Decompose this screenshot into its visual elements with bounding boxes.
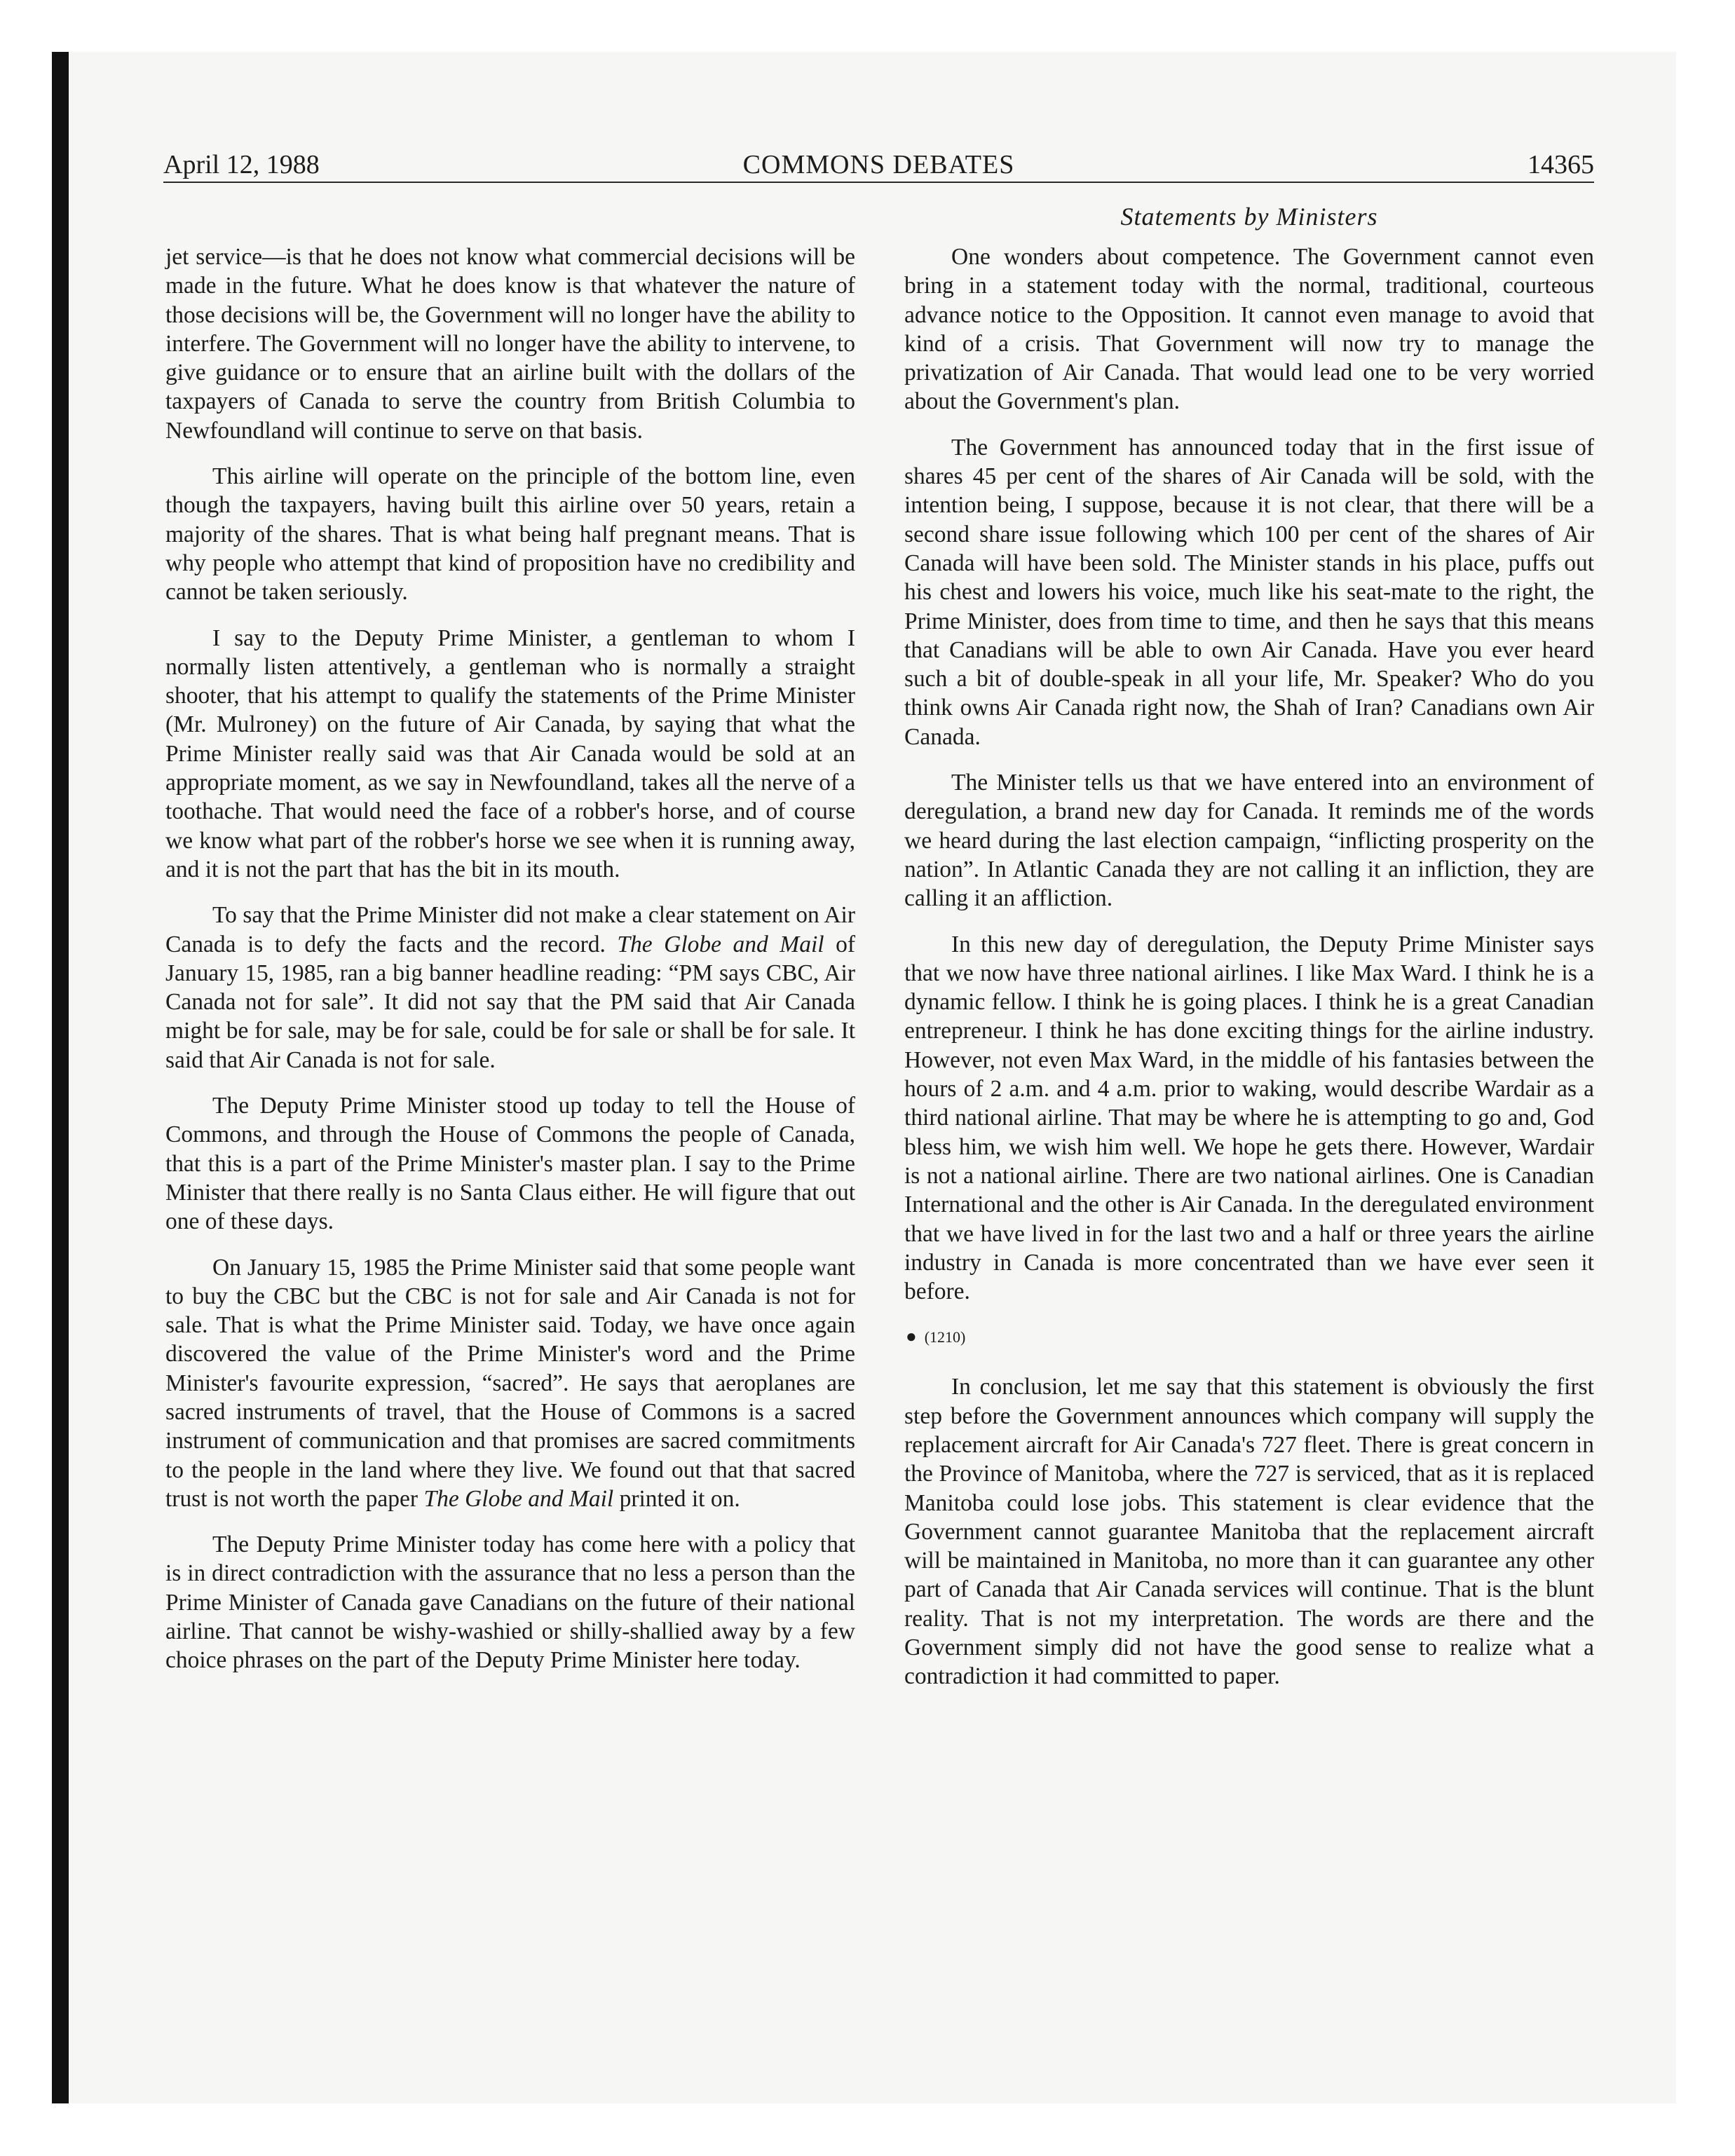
bullet-icon: ● [906,1326,917,1347]
text-run: printed it on. [613,1485,740,1512]
page-header [163,148,1594,183]
paragraph: jet service—is that he does not know what commercial decisions will be made in the future. What he does know is that whatever the nature of those decisions will be, the Government will no longer have the ability to interfere. The Government will no longer have the ability to intervene, to give guidance or to ensure that an airline built with the dollars of the taxpayers of Canada to serve the country from British Columbia to Newfoundland will continue to serve on that basis. [165,244,855,444]
header-date: April 12, 1988 [163,150,320,179]
paragraph: I say to the Deputy Prime Minister, a gentleman to whom I normally listen attentively, a gentleman who is normally a straight shooter, that his attempt to qualify the statements of the Prime Minister (Mr. Mulroney) on the future of Air Canada, by saying that what the Prime Minister really said was that Air Canada would be sold at an appropriate moment, as we say in Newfoundland, takes all the nerve of a toothache. That would need the face of a robber's horse, and of course we know what part of the robber's horse we see when it is running away, and it is not the part that has the bit in its mouth. [165,625,855,882]
header-journal-title: COMMONS DEBATES [742,150,1015,179]
header-page-number: 14365 [1528,150,1594,179]
paragraph: In this new day of deregulation, the Deputy Prime Minister says that we now have three national airlines. I like Max Ward. I think he is a dynamic fellow. I think he is going places. I think he is a great Canadian entrepreneur. I think he has done exciting things for the airline industry. However, not even Max Ward, in the middle of his fantasies between the hours of 2 a.m. and 4 a.m. prior to waking, would describe Wardair as a third national airline. That may be where he is attempting to go and, God bless him, we wish him well. We hope he gets there. However, Wardair is not a national airline. There are two national airlines. One is Canadian International and the other is Air Canada. In the deregulated environment that we have lived in for the last two and a half or three years the airline industry in Canada is more concentrated than we have ever seen it before. [904,931,1594,1305]
newspaper-title: The Globe and Mail [423,1485,614,1512]
newspaper-title: The Globe and Mail [617,931,824,957]
paragraph: One wonders about competence. The Government cannot even bring in a statement today with the normal, traditional, courteous advance notice to the Opposition. It cannot even manage to avoid that kind of a crisis. That Government will now try to manage the privatization of Air Canada. That would lead one to be very worried about the Government's plan. [904,244,1594,415]
paragraph-globe-and-mail [165,901,855,1074]
text-run: To say that the Prime Minister did not make a clear statement on Air Canada is to defy the facts and the record. [165,902,855,957]
paragraph: This airline will operate on the principle of the bottom line, even though the taxpayers, having built this airline over 50 years, retain a majority of the shares. That is what being half pregnant means. That is why people who attempt that kind of proposition have no credibility and cannot be taken seriously. [165,463,855,606]
right-column [904,243,1594,1708]
time-label: (1210) [924,1328,966,1346]
section-title: Statements by Ministers [1120,203,1378,231]
left-column [165,243,855,1692]
text-run: of January 15, 1985, ran a big banner headline reading: “PM says CBC, Air Canada not for sale”. It did not say that the PM said that Air Canada might be for sale, may be for sale, could be for sale or shall be for sale. It said that Air Canada is not for sale. [165,931,855,1073]
text-run: On January 15, 1985 the Prime Minister said that some people want to buy the CBC but the CBC is not for sale and Air Canada is not for sale. That is what the Prime Minister said. Today, we have once again discovered the value of the Prime Minister's word and the Prime Minister's favourite expression, “sacred”. He says that aeroplanes are sacred instruments of travel, that the House of Commons is a sacred instrument of communication and that promises are sacred commitments to the people in the land where they live. We found out that that sacred trust is not worth the paper [165,1254,855,1512]
paragraph: The Minister tells us that we have entered into an environment of deregulation, a brand new day for Canada. It reminds me of the words we heard during the last election campaign, “inflicting prosperity on the nation”. In Atlantic Canada they are not calling it an infliction, they are calling it an affliction. [904,770,1594,912]
time-marker [904,1323,1594,1351]
paragraph: The Deputy Prime Minister today has come here with a policy that is in direct contradiction with the assurance that no less a person than the Prime Minister of Canada gave Canadians on the future of their national airline. That cannot be wishy-washied or shilly-shallied away by a few choice phrases on the part of the Deputy Prime Minister here today. [165,1531,855,1674]
scan-edge [52,52,69,2103]
paragraph: The Deputy Prime Minister stood up today to tell the House of Commons, and through the House of Commons the people of Canada, that this is a part of the Prime Minister's master plan. I say to the Prime Minister that there really is no Santa Claus either. He will figure that out one of these days. [165,1093,855,1235]
paragraph-sacred-trust [165,1253,855,1514]
paragraph: The Government has announced today that in the first issue of shares 45 per cent of the shares of Air Canada will be sold, with the intention being, I suppose, because it is not clear, that there will be a second share issue following which 100 per cent of the shares of Air Canada will have been sold. The Minister stands in his place, puffs out his chest and lowers his voice, much like his seat-mate to the right, the Prime Minister, does from time to time, and then he says that this means that Canadians will be able to own Air Canada. Have you ever heard such a bit of double-speak in all your life, Mr. Speaker? Who do you think owns Air Canada right now, the Shah of Iran? Canadians own Air Canada. [904,434,1594,750]
paragraph: In conclusion, let me say that this statement is obviously the first step before the Government announces which company will supply the replacement aircraft for Air Canada's 727 fleet. There is great concern in the Province of Manitoba, where the 727 is serviced, that as it is replaced Manitoba could lose jobs. This statement is clear evidence that the Government cannot guarantee Manitoba that the replacement aircraft will be maintained in Manitoba, no more than it can guarantee any other part of Canada that Air Canada services will continue. That is the blunt reality. That is not my interpretation. The words are there and the Government simply did not have the good sense to realize what a contradiction it had committed to paper. [904,1374,1594,1690]
